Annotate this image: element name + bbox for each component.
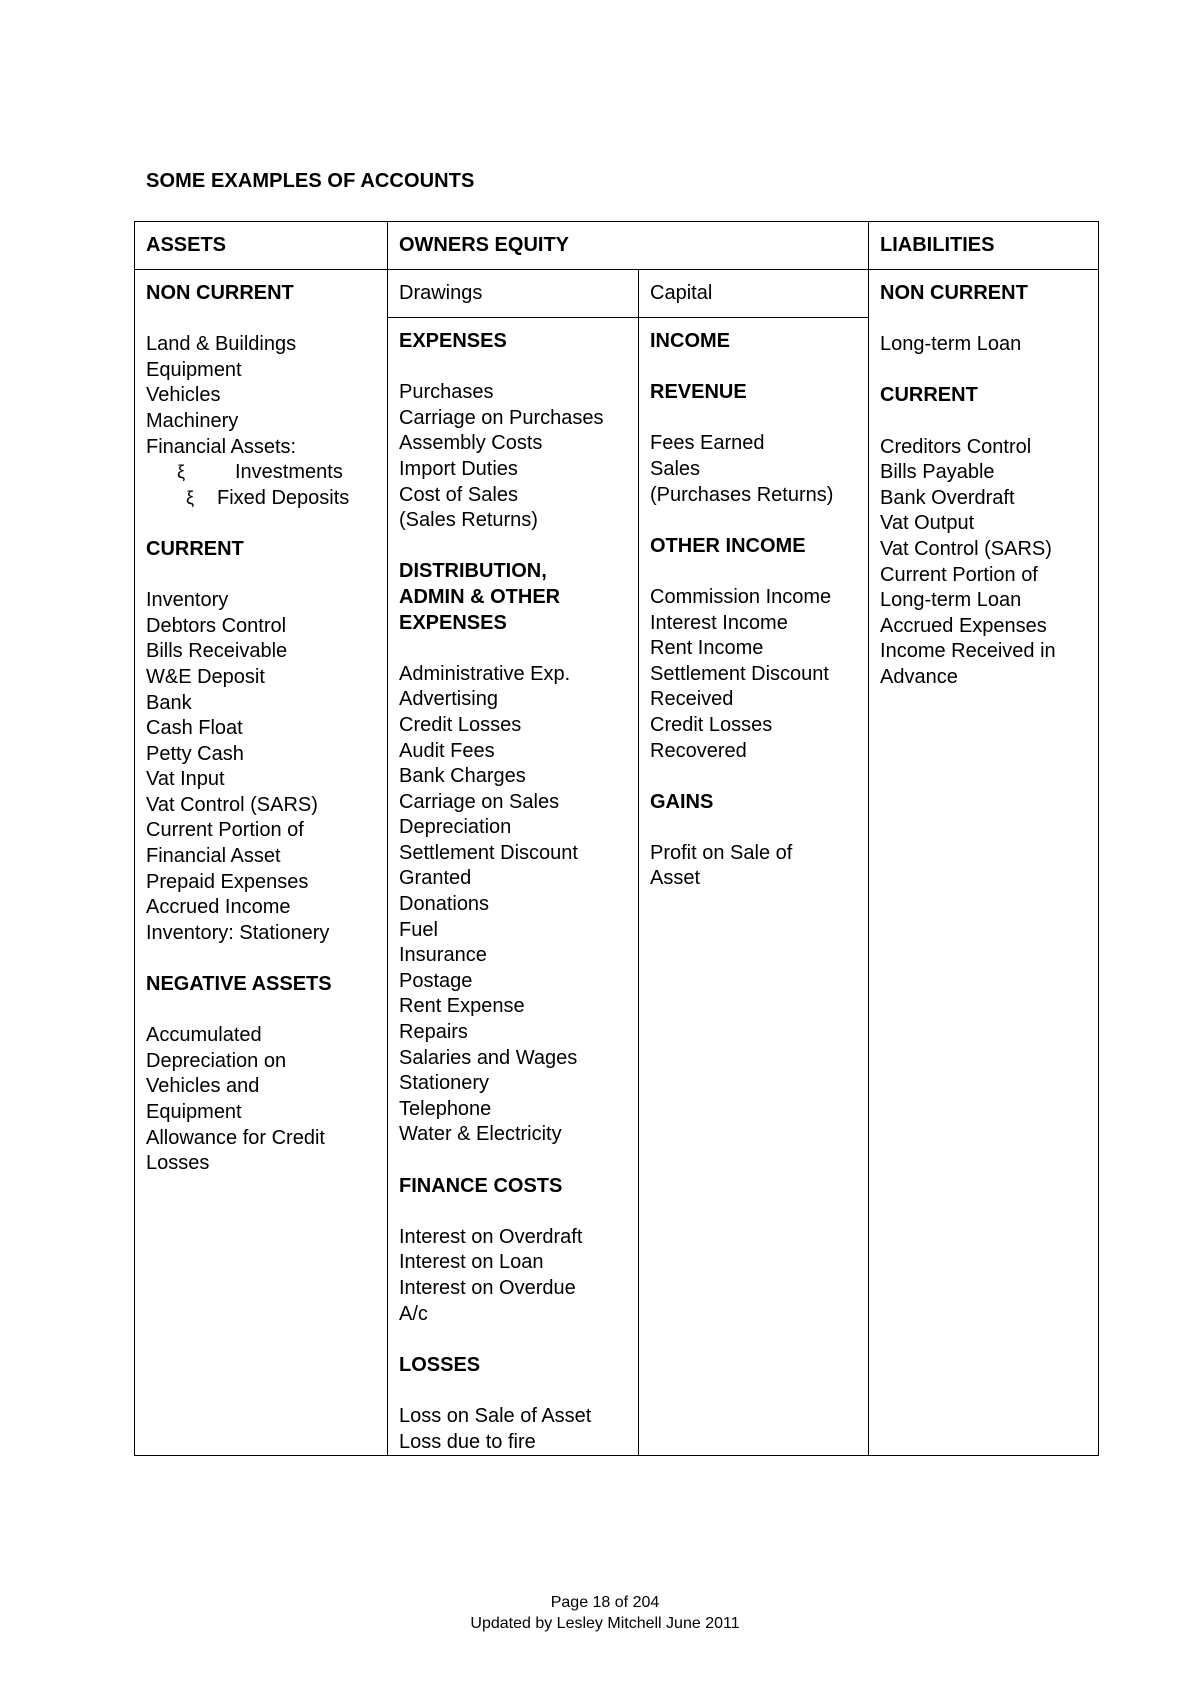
list-item: Land & Buildings bbox=[146, 333, 297, 356]
equity-subheader-row bbox=[135, 270, 1099, 318]
list-item: Vehicles and bbox=[146, 1075, 260, 1098]
distribution-expenses-list bbox=[399, 662, 628, 1148]
list-item: Vat Control (SARS) bbox=[880, 537, 1052, 560]
list-item: Interest on Overdraft bbox=[399, 1225, 583, 1248]
list-item: Received bbox=[650, 688, 734, 711]
list-item: (Sales Returns) bbox=[399, 509, 538, 532]
list-item: Bills Receivable bbox=[146, 640, 288, 663]
list-item: Vat Output bbox=[880, 512, 975, 535]
list-item: Cost of Sales bbox=[399, 483, 518, 506]
list-item: Advance bbox=[880, 665, 958, 688]
negative-assets-heading: NEGATIVE ASSETS bbox=[146, 973, 332, 996]
revenue-list bbox=[650, 431, 858, 508]
liabilities-non-current-heading: NON CURRENT bbox=[880, 282, 1028, 304]
accounts-table bbox=[134, 221, 1099, 1456]
other-income-list bbox=[650, 585, 858, 764]
owners-equity-header: OWNERS EQUITY bbox=[388, 222, 869, 270]
list-item: Import Duties bbox=[399, 457, 518, 480]
list-item: Repairs bbox=[399, 1021, 468, 1044]
list-item: Profit on Sale of bbox=[650, 841, 793, 864]
liabilities-current-heading: CURRENT bbox=[880, 384, 978, 407]
distribution-heading-2: ADMIN & OTHER bbox=[399, 585, 561, 608]
assets-header: ASSETS bbox=[135, 222, 388, 270]
list-item: ξ Fixed Deposits bbox=[146, 486, 377, 512]
other-income-heading: OTHER INCOME bbox=[650, 534, 806, 557]
list-item: Financial Asset bbox=[146, 845, 281, 868]
list-item: Equipment bbox=[146, 358, 242, 381]
finance-costs-heading: FINANCE COSTS bbox=[399, 1174, 563, 1197]
list-item: Rent Expense bbox=[399, 995, 525, 1018]
list-item: Income Received in bbox=[880, 640, 1056, 663]
capital-cell: Capital bbox=[639, 270, 869, 318]
gains-heading: GAINS bbox=[650, 790, 714, 813]
list-item: Losses bbox=[146, 1152, 210, 1175]
distribution-heading-1: DISTRIBUTION, bbox=[399, 560, 547, 583]
liabilities-current-list bbox=[880, 435, 1088, 691]
list-item: Rent Income bbox=[650, 637, 764, 660]
expenses-heading: EXPENSES bbox=[399, 330, 507, 352]
negative-assets-list bbox=[146, 1023, 377, 1177]
list-item: Creditors Control bbox=[880, 435, 1032, 458]
assets-column bbox=[135, 270, 388, 1456]
gains-list bbox=[650, 841, 858, 892]
losses-list bbox=[399, 1404, 628, 1455]
income-column bbox=[639, 318, 869, 1456]
finance-costs-list bbox=[399, 1225, 628, 1327]
list-item: Settlement Discount bbox=[650, 662, 829, 685]
drawings-cell: Drawings bbox=[388, 270, 639, 318]
list-item: Bank bbox=[146, 691, 192, 714]
list-item: Administrative Exp. bbox=[399, 662, 571, 685]
assets-non-current-list bbox=[146, 332, 377, 460]
list-item: Financial Assets: bbox=[146, 435, 297, 458]
list-item: Fuel bbox=[399, 918, 438, 941]
list-item: Depreciation on bbox=[146, 1049, 287, 1072]
list-item: Insurance bbox=[399, 944, 487, 967]
assets-non-current-heading: NON CURRENT bbox=[146, 282, 294, 304]
list-item: Long-term Loan bbox=[880, 333, 1022, 356]
list-item: Settlement Discount bbox=[399, 841, 578, 864]
list-item: Accrued Income bbox=[146, 896, 291, 919]
list-item: Granted bbox=[399, 867, 472, 890]
list-item: W&E Deposit bbox=[146, 665, 265, 688]
liabilities-header: LIABILITIES bbox=[869, 222, 1099, 270]
bullet-icon: ξ bbox=[185, 487, 195, 508]
list-item: Petty Cash bbox=[146, 742, 244, 765]
list-item: Bills Payable bbox=[880, 461, 995, 484]
page-title: SOME EXAMPLES OF ACCOUNTS bbox=[146, 170, 475, 192]
list-item: Current Portion of bbox=[146, 819, 304, 842]
header-row bbox=[135, 222, 1099, 270]
list-item: Interest on Loan bbox=[399, 1251, 544, 1274]
list-item: A/c bbox=[399, 1302, 428, 1325]
list-item: Current Portion of bbox=[880, 563, 1038, 586]
income-heading: INCOME bbox=[650, 330, 730, 352]
list-item: Sales bbox=[650, 457, 701, 480]
list-item: Allowance for Credit bbox=[146, 1126, 325, 1149]
assets-current-list bbox=[146, 588, 377, 946]
list-item: Commission Income bbox=[650, 585, 832, 608]
updated-note: Updated by Lesley Mitchell June 2011 bbox=[470, 1615, 740, 1632]
distribution-heading-3: EXPENSES bbox=[399, 611, 507, 634]
list-item: Credit Losses bbox=[399, 713, 522, 736]
list-item: Salaries and Wages bbox=[399, 1046, 578, 1069]
list-item: Accumulated bbox=[146, 1024, 262, 1047]
list-item: Bank Overdraft bbox=[880, 486, 1015, 509]
list-item: Accrued Expenses bbox=[880, 614, 1047, 637]
expenses-list bbox=[399, 380, 628, 534]
list-item: Interest on Overdue bbox=[399, 1276, 576, 1299]
list-item: Water & Electricity bbox=[399, 1123, 562, 1146]
list-item: Donations bbox=[399, 893, 490, 916]
list-item: Assembly Costs bbox=[399, 432, 543, 455]
list-item: (Purchases Returns) bbox=[650, 483, 834, 506]
revenue-heading: REVENUE bbox=[650, 381, 747, 404]
liabilities-non-current-list bbox=[880, 332, 1088, 358]
liabilities-column bbox=[869, 270, 1099, 1456]
list-item: Carriage on Purchases bbox=[399, 406, 604, 429]
list-item: Recovered bbox=[650, 739, 747, 762]
list-item: Vat Control (SARS) bbox=[146, 793, 318, 816]
list-item: Vat Input bbox=[146, 768, 225, 791]
list-item: Audit Fees bbox=[399, 739, 495, 762]
page-number: Page 18 of 204 bbox=[550, 1594, 660, 1611]
list-item: Credit Losses bbox=[650, 713, 773, 736]
list-item: Depreciation bbox=[399, 816, 512, 839]
list-item: Asset bbox=[650, 867, 701, 890]
list-item: Vehicles bbox=[146, 384, 221, 407]
expenses-column bbox=[388, 318, 639, 1456]
list-item: Long-term Loan bbox=[880, 589, 1022, 612]
list-item: Inventory: Stationery bbox=[146, 921, 330, 944]
list-item: Postage bbox=[399, 969, 473, 992]
bullet-icon: ξ bbox=[176, 462, 186, 483]
list-item: Bank Charges bbox=[399, 765, 526, 788]
losses-heading: LOSSES bbox=[399, 1353, 481, 1376]
list-item: Loss due to fire bbox=[399, 1430, 536, 1453]
list-item: ξ Investments bbox=[146, 460, 377, 486]
list-item: Purchases bbox=[399, 381, 494, 404]
list-item: Cash Float bbox=[146, 717, 243, 740]
list-item: Machinery bbox=[146, 409, 239, 432]
list-item: Stationery bbox=[399, 1072, 490, 1095]
assets-current-heading: CURRENT bbox=[146, 537, 244, 560]
list-item: Fees Earned bbox=[650, 432, 765, 455]
list-item: Loss on Sale of Asset bbox=[399, 1404, 592, 1427]
list-item: Inventory bbox=[146, 589, 229, 612]
list-item: Telephone bbox=[399, 1097, 492, 1120]
list-item: Interest Income bbox=[650, 611, 788, 634]
list-item: Advertising bbox=[399, 688, 498, 711]
list-item: Carriage on Sales bbox=[399, 790, 560, 813]
list-item: Equipment bbox=[146, 1101, 242, 1123]
list-item: Debtors Control bbox=[146, 614, 287, 637]
list-item: Prepaid Expenses bbox=[146, 870, 309, 893]
